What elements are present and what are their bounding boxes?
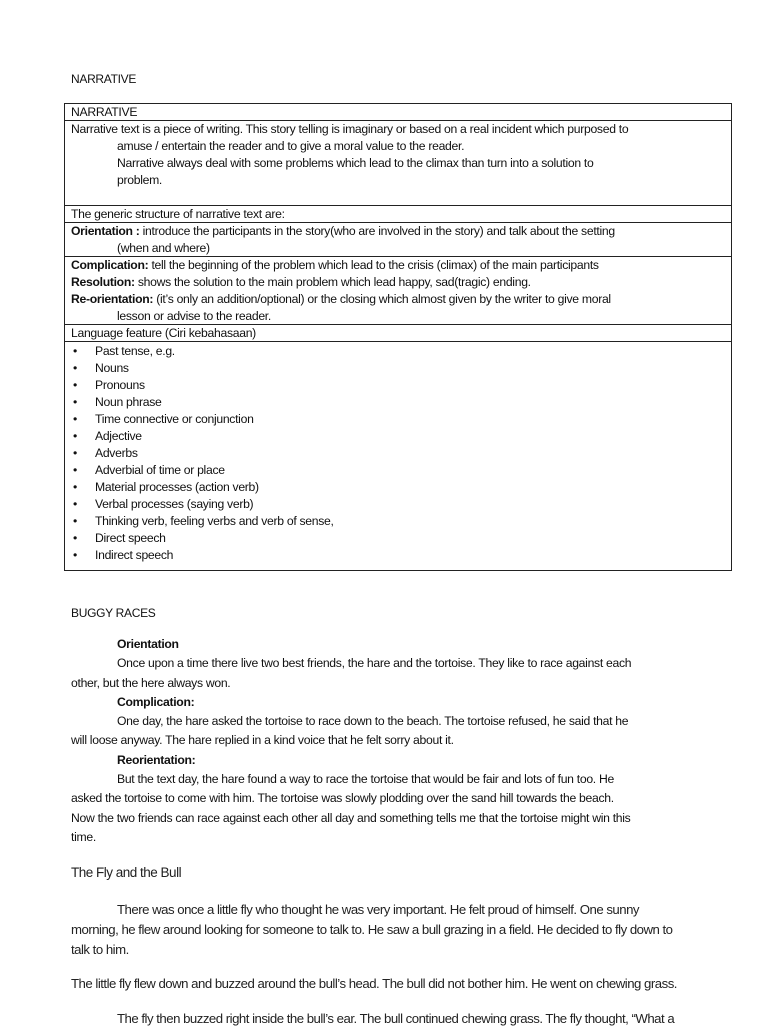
- bullet-icon: •: [73, 378, 77, 392]
- list-item: [71, 496, 725, 513]
- list-item: [71, 394, 725, 411]
- definition-line-1: Narrative text is a piece of writing. This story telling is imaginary or based on a real incident which purposed to: [71, 122, 629, 136]
- story-line: time.: [71, 829, 96, 844]
- language-heading-cell: [65, 325, 731, 342]
- story-line: Once upon a time there live two best friends, the hare and the tortoise. They like to race against each: [117, 656, 632, 671]
- language-heading: Language feature (Ciri kebahasaan): [71, 326, 256, 340]
- fly-paragraph-3: The fly then buzzed right inside the bull’s ear. The bull continued chewing grass. The fly thought, “What a: [117, 1011, 675, 1026]
- feature-text: Time connective or conjunction: [95, 412, 254, 426]
- story-line: One day, the hare asked the tortoise to race down to the beach. The tortoise refused, he said that he: [117, 714, 629, 729]
- list-item: [71, 462, 725, 479]
- fly-story: [71, 863, 697, 1029]
- bullet-icon: •: [73, 531, 77, 545]
- fly-paragraph-2: The little fly flew down and buzzed around the bull’s head. The bull did not bother him. He went on chewing grass.: [71, 976, 677, 991]
- bullet-icon: •: [73, 480, 77, 494]
- list-item: [71, 411, 725, 428]
- fly-paragraph-1: [71, 900, 697, 960]
- features-cell: [65, 342, 731, 564]
- feature-text: Verbal processes (saying verb): [95, 497, 254, 511]
- orientation-text-2: (when and where): [117, 241, 210, 255]
- story-line: will loose anyway. The hare replied in a kind voice that he felt sorry about it.: [71, 733, 454, 748]
- list-item: [71, 513, 725, 530]
- orientation-cell: [65, 223, 731, 257]
- reorientation-text: (it’s only an addition/optional) or the closing which almost given by the writer to give moral: [153, 292, 611, 306]
- feature-text: Material processes (action verb): [95, 480, 259, 494]
- page-title: NARRATIVE: [71, 72, 137, 86]
- feature-text: Past tense, e.g.: [95, 344, 175, 358]
- story-body: [71, 635, 701, 847]
- structure-details-cell: [65, 257, 731, 325]
- feature-text: Noun phrase: [95, 395, 162, 409]
- feature-text: Indirect speech: [95, 548, 174, 562]
- list-item: [71, 445, 725, 462]
- structure-heading-cell: [65, 206, 731, 223]
- feature-text: Adverbs: [95, 446, 138, 460]
- narrative-table: [64, 103, 732, 571]
- fly-line: talk to him.: [71, 942, 129, 957]
- list-item: [71, 428, 725, 445]
- list-item: [71, 547, 725, 564]
- orientation-label: Orientation :: [71, 224, 140, 238]
- structure-heading: The generic structure of narrative text are:: [71, 207, 285, 221]
- reorientation-text-2: lesson or advise to the reader.: [117, 309, 271, 323]
- bullet-icon: •: [73, 514, 77, 528]
- list-item: [71, 360, 725, 377]
- orientation-text: introduce the participants in the story(who are involved in the story) and talk about the setting: [139, 224, 615, 238]
- bullet-icon: •: [73, 412, 77, 426]
- bullet-icon: •: [73, 463, 77, 477]
- story-title: BUGGY RACES: [71, 606, 156, 620]
- list-item: [71, 377, 725, 394]
- fly-title: The Fly and the Bull: [71, 865, 182, 880]
- story-line: Now the two friends can race against each other all day and something tells me that the tortoise might win this: [71, 810, 631, 825]
- resolution-text: shows the solution to the main problem which lead happy, sad(tragic) ending.: [134, 275, 531, 289]
- list-item: [71, 530, 725, 547]
- bullet-icon: •: [73, 361, 77, 375]
- orientation-heading: [71, 635, 701, 654]
- resolution-label: Resolution:: [71, 275, 135, 289]
- bullet-icon: •: [73, 395, 77, 409]
- table-header: [65, 104, 731, 121]
- feature-text: Pronouns: [95, 378, 145, 392]
- complication-text: tell the beginning of the problem which lead to the crisis (climax) of the main participants: [148, 258, 599, 272]
- feature-text: Adverbial of time or place: [95, 463, 225, 477]
- story-line: other, but the here always won.: [71, 675, 231, 690]
- reorientation-heading-text: Reorientation:: [117, 752, 196, 767]
- complication-heading: [71, 693, 701, 712]
- list-item: [71, 343, 725, 360]
- story-line: But the text day, the hare found a way to race the tortoise that would be fair and lots of fun too. He: [117, 772, 614, 787]
- definition-cell: [65, 121, 731, 206]
- fly-line: There was once a little fly who thought he was very important. He felt proud of himself. One sunny: [117, 902, 640, 917]
- bullet-icon: •: [73, 548, 77, 562]
- feature-text: Thinking verb, feeling verbs and verb of sense,: [95, 514, 334, 528]
- definition-line-2: amuse / entertain the reader and to give a moral value to the reader.: [117, 139, 465, 153]
- feature-text: Adjective: [95, 429, 142, 443]
- feature-text: Direct speech: [95, 531, 166, 545]
- table-header-text: NARRATIVE: [71, 105, 138, 119]
- list-item: [71, 479, 725, 496]
- reorientation-label: Re-orientation:: [71, 292, 154, 306]
- fly-line: morning, he flew around looking for someone to talk to. He saw a bull grazing in a field. He decided to fly down to: [71, 922, 673, 937]
- orientation-heading-text: Orientation: [117, 637, 179, 651]
- complication-label: Complication:: [71, 258, 149, 272]
- definition-line-4: problem.: [117, 173, 163, 187]
- bullet-icon: •: [73, 344, 77, 358]
- complication-heading-text: Complication:: [117, 694, 195, 709]
- reorientation-heading: [71, 751, 701, 770]
- bullet-icon: •: [73, 446, 77, 460]
- bullet-icon: •: [73, 497, 77, 511]
- story-line: asked the tortoise to come with him. The tortoise was slowly plodding over the sand hill towards the beach.: [71, 791, 614, 806]
- definition-line-3: Narrative always deal with some problems which lead to the climax than turn into a solution to: [117, 156, 594, 170]
- bullet-icon: •: [73, 429, 77, 443]
- feature-text: Nouns: [95, 361, 129, 375]
